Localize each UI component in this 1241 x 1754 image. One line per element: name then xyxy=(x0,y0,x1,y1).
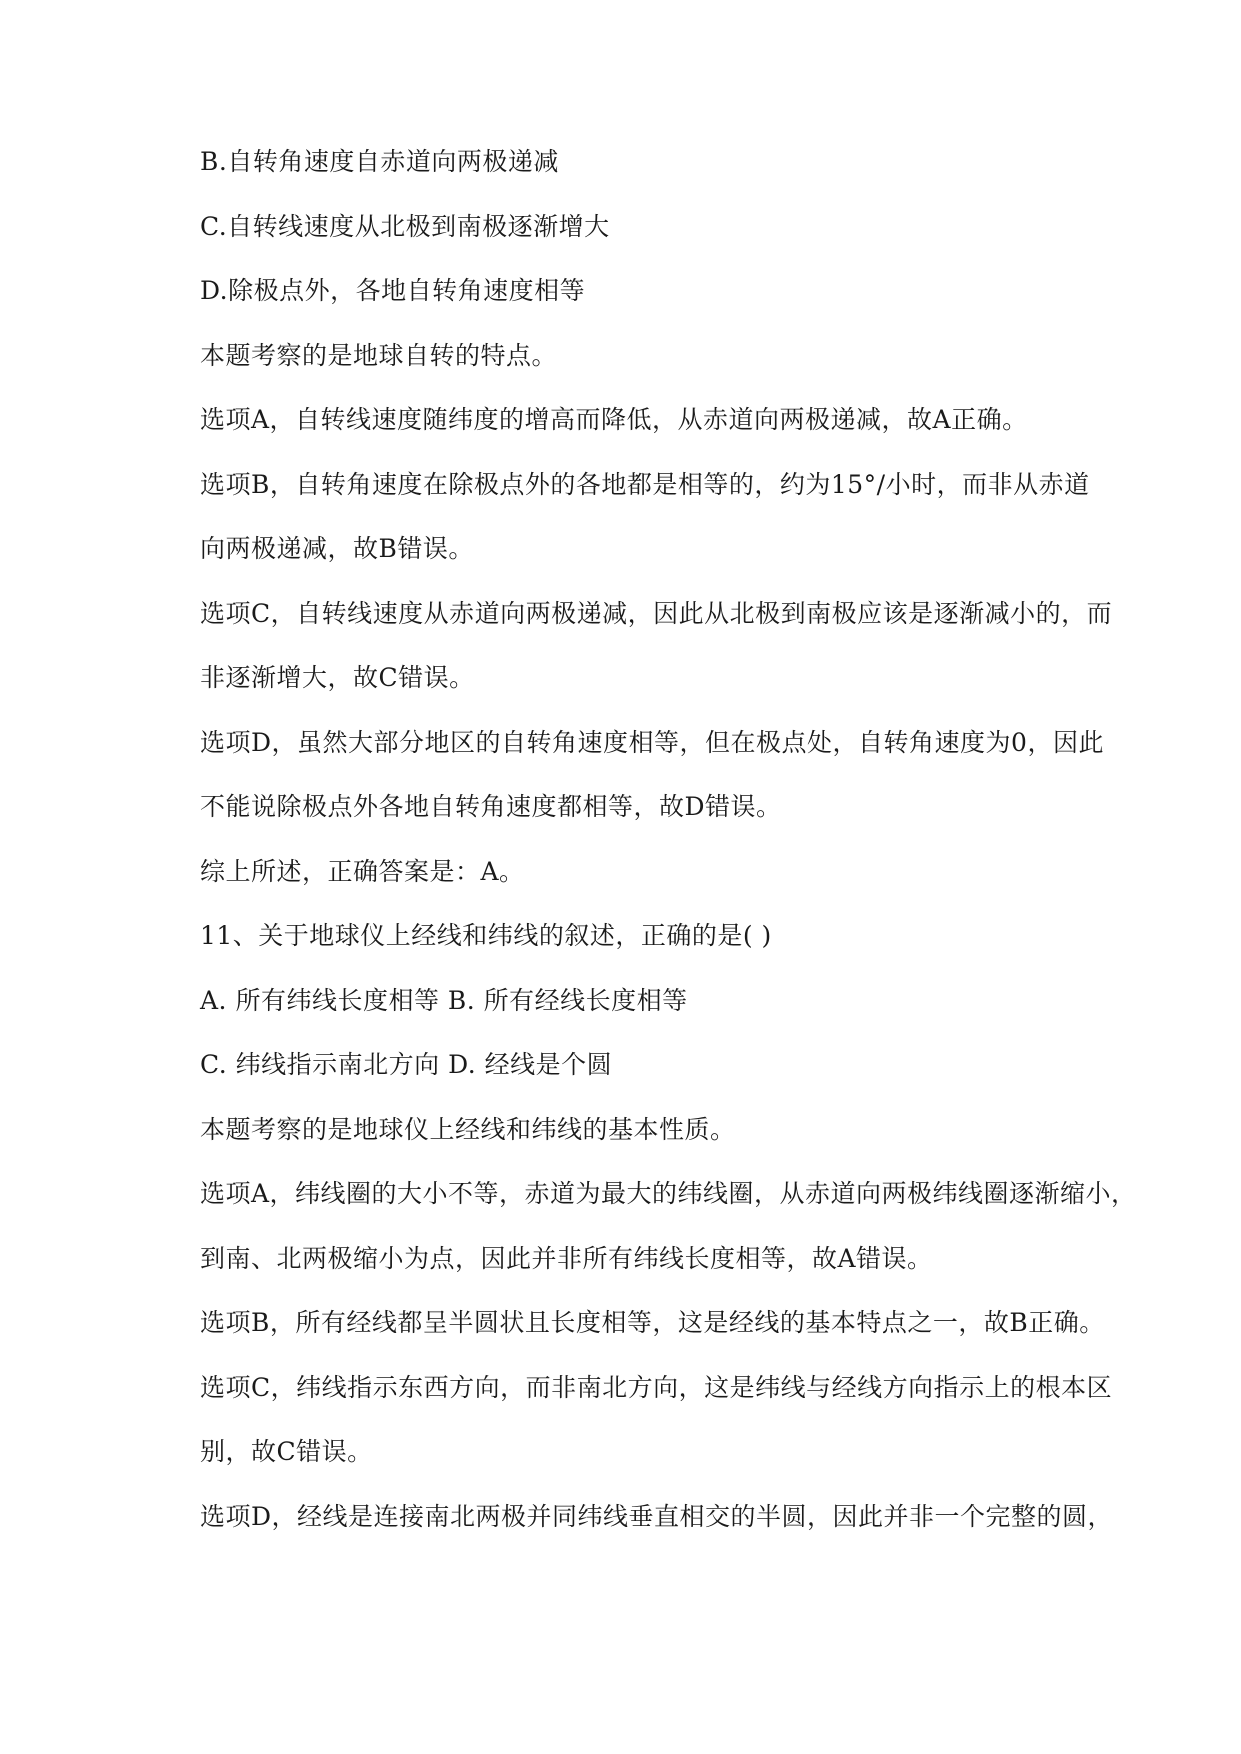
option-b-line: B.自转角速度自赤道向两极递减 xyxy=(200,147,559,176)
question-11-options-cd: C. 纬线指示南北方向 D. 经线是个圆 xyxy=(200,1050,613,1079)
q11-analysis-option-d: 选项D，经线是连接南北两极并同纬线垂直相交的半圆，因此并非一个完整的圆， xyxy=(200,1501,1114,1531)
analysis-option-c-cont: 非逐渐增大，故C错误。 xyxy=(200,663,475,692)
document-body xyxy=(200,146,1137,1565)
answer-summary: 综上所述，正确答案是：A。 xyxy=(200,856,525,886)
analysis-intro: 本题考察的是地球自转的特点。 xyxy=(200,340,558,370)
question-11-options-ab: A. 所有纬线长度相等 B. 所有经线长度相等 xyxy=(200,985,688,1015)
q11-analysis-option-a-cont: 到南、北两极缩小为点，因此并非所有纬线长度相等，故A错误。 xyxy=(200,1243,933,1273)
analysis-option-b-cont: 向两极递减，故B错误。 xyxy=(200,534,474,563)
q11-analysis-intro: 本题考察的是地球仪上经线和纬线的基本性质。 xyxy=(200,1114,736,1144)
q11-analysis-option-a: 选项A，纬线圈的大小不等，赤道为最大的纬线圈，从赤道向两极纬线圈逐渐缩小， xyxy=(200,1179,1137,1208)
analysis-option-c: 选项C，自转线速度从赤道向两极递减，因此从北极到南极应该是逐渐减小的，而 xyxy=(200,598,1113,628)
analysis-option-a: 选项A，自转线速度随纬度的增高而降低，从赤道向两极递减，故A正确。 xyxy=(200,405,1028,434)
analysis-option-d-cont: 不能说除极点外各地自转角速度都相等，故D错误。 xyxy=(200,792,782,821)
q11-analysis-option-c-cont: 别，故C错误。 xyxy=(200,1437,373,1466)
option-d-line: D.除极点外，各地自转角速度相等 xyxy=(200,276,586,305)
option-c-line: C.自转线速度从北极到南极逐渐增大 xyxy=(200,211,610,241)
analysis-option-d: 选项D，虽然大部分地区的自转角速度相等，但在极点处，自转角速度为0，因此 xyxy=(200,727,1104,757)
q11-analysis-option-b: 选项B，所有经线都呈半圆状且长度相等，这是经线的基本特点之一，故B正确。 xyxy=(200,1308,1105,1337)
q11-analysis-option-c: 选项C，纬线指示东西方向，而非南北方向，这是纬线与经线方向指示上的根本区 xyxy=(200,1372,1113,1402)
analysis-option-b: 选项B，自转角速度在除极点外的各地都是相等的，约为15°/小时，而非从赤道 xyxy=(200,469,1090,499)
question-11: 11、关于地球仪上经线和纬线的叙述，正确的是( ) xyxy=(200,921,772,950)
